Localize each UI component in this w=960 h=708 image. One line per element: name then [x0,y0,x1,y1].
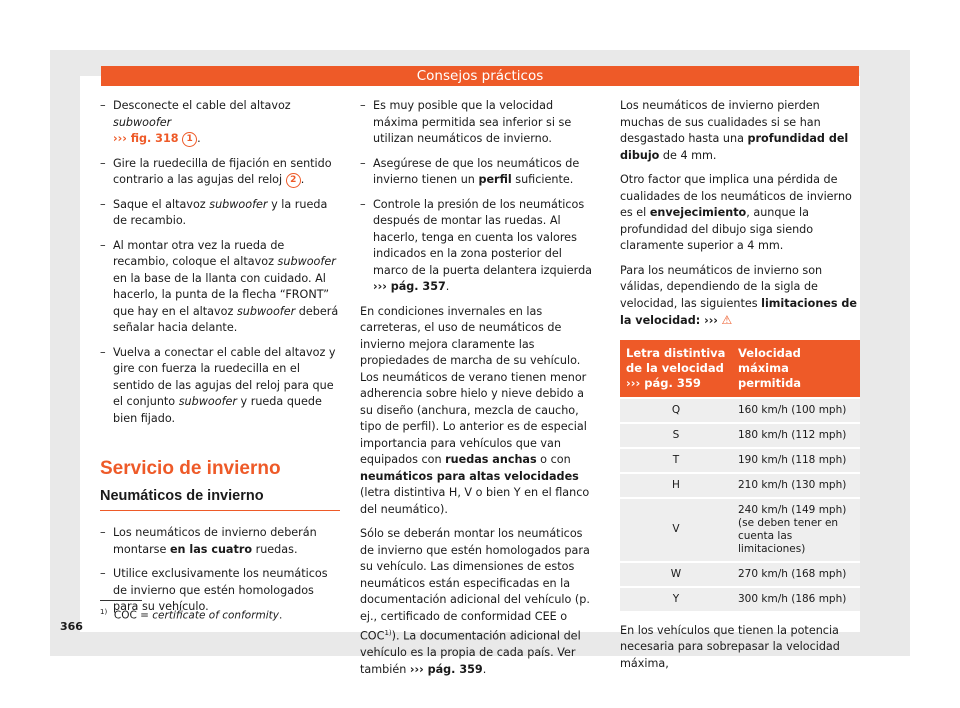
column-3 [620,98,860,680]
speed-letter-cell: H [620,474,732,497]
column-1 [100,98,340,624]
speed-letter-cell: Y [620,588,732,611]
warning-triangle-icon[interactable]: ⚠ [721,313,733,327]
max-speed-cell: 180 km/h (112 mph) [732,424,860,447]
max-speed-cell: 190 km/h (118 mph) [732,449,860,472]
page-reference-link[interactable]: ››› fig. 318 [113,132,179,145]
paragraph: En los vehículos que tienen la potencia necesaria para sobrepasar la velocidad máxima, [620,623,840,670]
table-row [620,449,860,472]
callout-number: 1 [182,132,197,147]
paragraph: Otro factor que implica una pérdida de cualidades de los neumáticos de invierno es el envejecimiento, aunque la profundidad del dibujo siga siendo claramente superior a 4 mm. [620,173,852,252]
list-item: – Saque el altavoz subwoofer y la rueda de recambio. [100,197,328,227]
paragraph: Los neumáticos de invierno pierden muchas de sus cualidades si se han desgastado hasta una profundidad del dibujo de 4 mm. [620,99,849,162]
page-reference-link[interactable]: ››› pág. 357 [373,280,446,293]
footnote-mark: 1) [384,629,392,637]
list-item: – Al montar otra vez la rueda de recambio, coloque el altavoz subwoofer en la base de la llanta con cuidado. Al hacerlo, la punta de la flecha “FRONT” que hay en el altavoz subwoofer deberá señalar hacia delante. [100,238,339,334]
speed-limit-table [620,338,860,613]
list-item: – Vuelva a conectar el cable del altavoz y gire con fuerza la ruedecilla en el sentido de las agujas del reloj para que el conjunto subwoofer y rueda quede bien fijado. [100,345,336,425]
paragraph: Para los neumáticos de invierno son válidas, dependiendo de la sigla de velocidad, las siguientes limitaciones de la velocidad: ››› ⚠ [620,263,858,327]
page-number: 366 [60,620,83,633]
footnote-divider [100,600,142,601]
table-row [620,424,860,447]
callout-number: 2 [286,173,301,188]
list-item: – Utilice exclusivamente los neumáticos de invierno que estén homologados para su vehículo. [100,567,328,613]
list-item: – Controle la presión de los neumáticos después de montar las ruedas. Al hacerlo, tenga en cuenta los valores indicados en la zona posterior del marco de la puerta delantera izquierda ››› pág. 357. [360,197,593,293]
max-speed-cell: 270 km/h (168 mph) [732,563,860,586]
speed-letter-cell: V [620,499,732,561]
list-item: – Es muy posible que la velocidad máxima permitida sea inferior si se utilizan neumáticos de invierno. [360,99,572,145]
list-item: – Los neumáticos de invierno deberán montarse en las cuatro ruedas. [100,526,317,556]
paragraph: En condiciones invernales en las carreteras, el uso de neumáticos de invierno mejora claramente las propiedades de marcha de su vehículo. Los neumáticos de verano tienen menor adherencia sobre hielo y nieve debido a su diseño (anchura, mezcla de caucho, tipo de perfil). Lo anterior es de especial importancia para vehículos que van equipados con ruedas anchas o con neumáticos para altas velocidades (letra distintiva H, V o bien Y en el flanco del neumático). [360,304,590,516]
page-reference-link[interactable]: ››› pág. 359 [409,662,483,676]
paragraph: Sólo se deberán montar los neumáticos de invierno que estén homologados para su vehículo. Las dimensiones de estos neumáticos están especificadas en la documentación adicional del vehículo (p. ej., certificado de conformidad CEE o COC$^{1)}$). La documentación adicional del vehículo es la propia de cada país. Ver también ››› pág. 359. [360,527,590,676]
max-speed-cell: 240 km/h (149 mph) (se deben tener en cuenta las limitaciones) [732,499,860,561]
table-row [620,474,860,497]
section-title: Servicio de invierno [100,458,281,479]
table-header-speed: Velocidad máxima permitida [732,340,860,397]
speed-letter-cell: T [620,449,732,472]
speed-letter-cell: Q [620,399,732,422]
footnote: $^{1)}$ COC = certificate of conformity. [100,608,283,622]
page-reference-link[interactable]: ››› pág. 359 [626,375,701,390]
table-row [620,563,860,586]
max-speed-cell: 210 km/h (130 mph) [732,474,860,497]
subsection-title: Neumáticos de invierno [100,488,340,512]
speed-letter-cell: W [620,563,732,586]
list-item: – Asegúrese de que los neumáticos de invierno tienen un perfil suficiente. [360,156,580,186]
table-row [620,399,860,422]
table-row [620,499,860,561]
max-speed-cell: 300 km/h (186 mph) [732,588,860,611]
section-header: Consejos prácticos [101,66,859,86]
max-speed-cell: 160 km/h (100 mph) [732,399,860,422]
list-item: – Desconecte el cable del altavoz subwoofer ››› fig. 318 1 . [100,99,291,145]
table-row [620,588,860,611]
column-2 [360,98,600,686]
table-header-letter: Letra distintiva de la velocidad ››› pág. 359 [620,340,732,397]
list-item: – Gire la ruedecilla de fijación en sentido contrario a las agujas del reloj 2 . [100,156,332,186]
speed-letter-cell: S [620,424,732,447]
